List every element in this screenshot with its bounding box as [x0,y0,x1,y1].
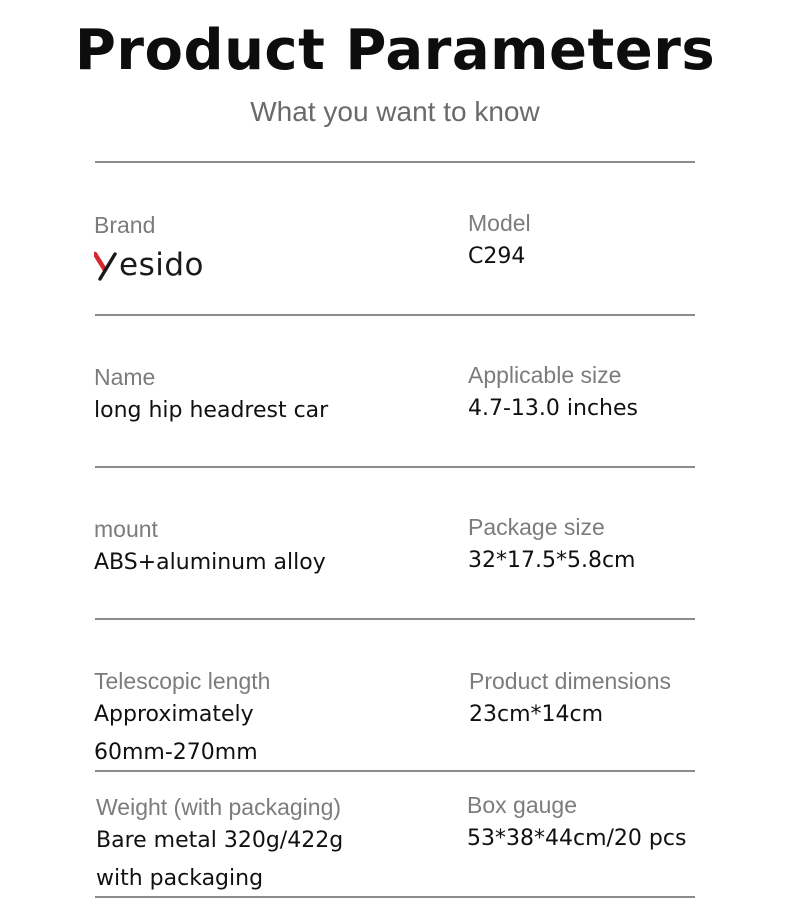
weight-value-line1: Bare metal 320g/422g [96,828,344,853]
model-value: C294 [468,244,526,269]
weight-cell [96,792,343,898]
telescopic-length-value-line2: 60mm-270mm [94,740,258,765]
brand-label: Brand [94,212,156,238]
divider [95,770,695,772]
product-dimensions-cell [469,666,671,734]
brand-cell [94,210,204,282]
telescopic-length-value-line1: Approximately [94,702,254,727]
page-subtitle: What you want to know [250,96,540,127]
name-label: Name [94,364,156,390]
brand-logo-text: esido [119,247,204,283]
name-value: long hip headrest car [94,398,329,423]
product-dimensions-value: 23cm*14cm [469,702,604,727]
box-gauge-cell [467,790,686,858]
mount-label: mount [94,516,158,542]
yesido-y-icon [94,248,120,282]
page-title: Product Parameters [74,18,716,83]
weight-value-line2: with packaging [96,866,264,891]
model-cell [468,208,531,276]
divider [95,314,695,316]
box-gauge-value: 53*38*44cm/20 pcs [467,826,687,851]
package-size-value: 32*17.5*5.8cm [468,548,636,573]
telescopic-length-cell [94,666,270,772]
weight-label: Weight (with packaging) [96,794,342,820]
divider [95,618,695,620]
name-cell [94,362,328,430]
brand-logo [94,242,204,282]
divider [95,466,695,468]
applicable-size-value: 4.7-13.0 inches [468,396,638,421]
applicable-size-cell [468,360,638,428]
applicable-size-label: Applicable size [468,362,622,388]
mount-cell [94,514,326,582]
model-label: Model [468,210,531,236]
package-size-cell [468,512,636,580]
mount-value: ABS+aluminum alloy [94,550,326,575]
divider [95,896,695,898]
divider [95,161,695,163]
product-dimensions-label: Product dimensions [469,668,671,694]
package-size-label: Package size [468,514,605,540]
telescopic-length-label: Telescopic length [94,668,271,694]
box-gauge-label: Box gauge [467,792,577,818]
